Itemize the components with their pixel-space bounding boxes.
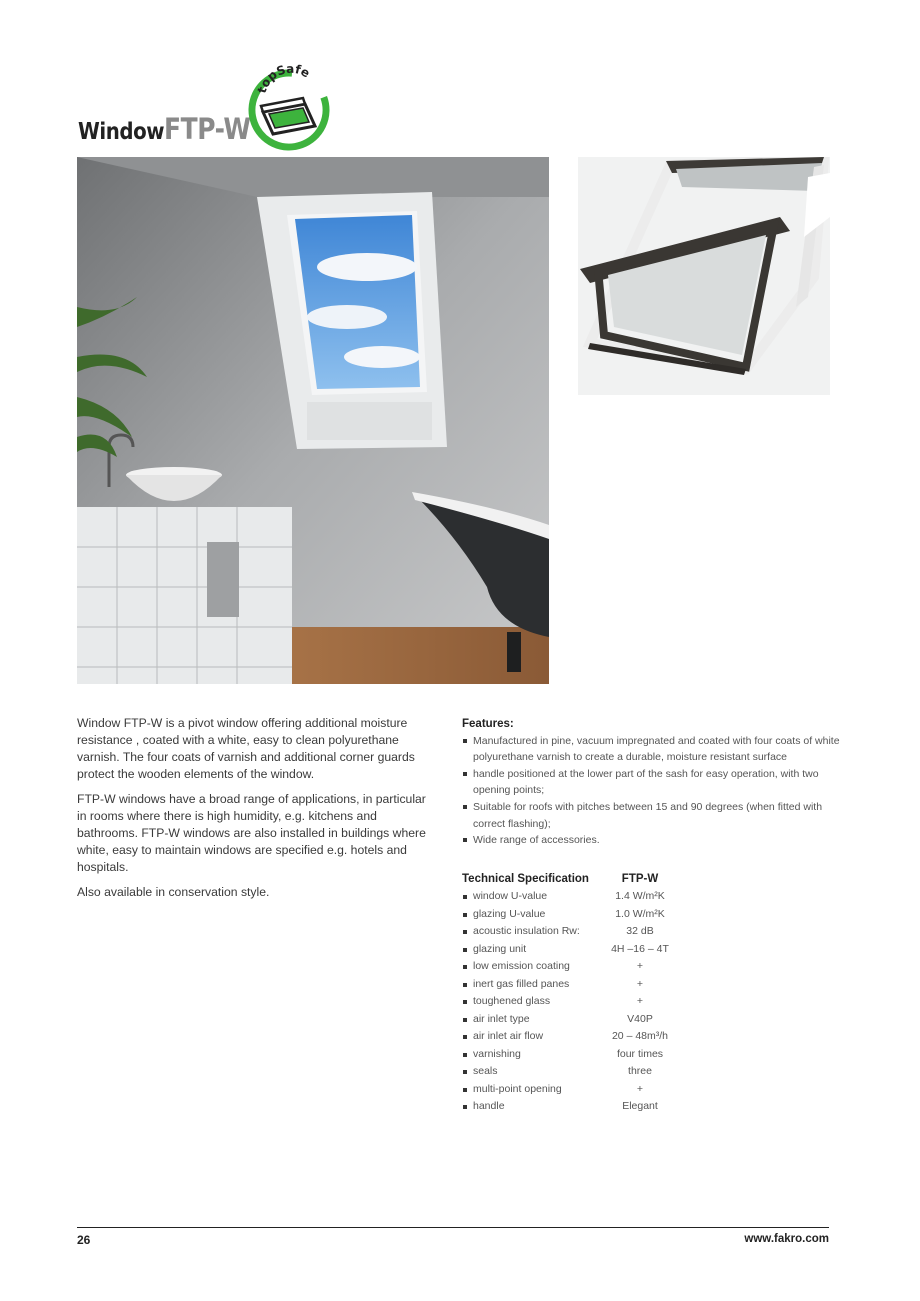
spec-model: FTP-W — [621, 872, 659, 885]
badge-text: topSafe — [254, 62, 313, 95]
spec-label: window U-value — [462, 890, 598, 902]
description-paragraph: Window FTP-W is a pivot window offering additional moisture resistance , coated with a white, easy to clean polyurethane varnish. The four coats of varnish and additional corner guards protect the wooden elements of the window. — [77, 716, 415, 781]
spec-label: acoustic insulation Rw: — [462, 925, 598, 937]
spec-row — [462, 888, 722, 906]
spec-row — [462, 975, 722, 993]
spec-label: air inlet type — [462, 1013, 598, 1025]
bathroom-photo — [77, 157, 549, 684]
feature-item: Wide range of accessories. — [462, 832, 842, 849]
spec-row — [462, 923, 722, 941]
spec-value: three — [628, 1065, 652, 1078]
spec-row — [462, 1080, 722, 1098]
description-paragraph: FTP-W windows have a broad range of applications, in particular in rooms where there is high humidity, e.g. kitchens and bathrooms. FTP-W windows are also installed in buildings where white, easy to maintain windows are specified e.g. hotels and hospitals. — [77, 792, 426, 874]
spec-value: + — [636, 960, 644, 973]
spec-row — [462, 1010, 722, 1028]
spec-value: 32 dB — [626, 925, 654, 938]
features-section — [462, 716, 842, 849]
spec-row — [462, 993, 722, 1011]
spec-label: multi-point opening — [462, 1083, 598, 1095]
footer-divider — [77, 1227, 829, 1228]
spec-value: + — [636, 977, 644, 990]
feature-item: Suitable for roofs with pitches between 15 and 90 degrees (when fitted with correct flashing); — [462, 799, 842, 832]
spec-value: + — [636, 995, 644, 1008]
website-link[interactable]: www.fakro.com — [744, 1233, 829, 1245]
spec-label: toughened glass — [462, 995, 598, 1007]
feature-item: Manufactured in pine, vacuum impregnated and coated with four coats of white polyurethane varnish to create a durable, moisture resistant surface — [462, 733, 842, 766]
spec-row — [462, 940, 722, 958]
spec-label: air inlet air flow — [462, 1030, 598, 1042]
spec-label: inert gas filled panes — [462, 978, 598, 990]
features-list — [462, 733, 842, 849]
spec-value: 1.4 W/m²K — [615, 890, 665, 903]
spec-row — [462, 958, 722, 976]
spec-value: V40P — [627, 1012, 653, 1025]
window-product-photo — [578, 157, 830, 395]
topsafe-badge-icon — [243, 62, 335, 154]
title-model: FTP-W — [164, 112, 251, 146]
spec-label: seals — [462, 1065, 598, 1077]
page-number: 26 — [77, 1233, 91, 1247]
spec-row — [462, 905, 722, 923]
page-title — [78, 112, 265, 152]
spec-value: 20 – 48m³/h — [611, 1030, 669, 1043]
spec-row — [462, 1028, 722, 1046]
spec-label: low emission coating — [462, 960, 598, 972]
spec-value: + — [636, 1082, 644, 1095]
technical-specification — [462, 870, 722, 1115]
spec-row — [462, 1098, 722, 1116]
title-word: Window — [78, 119, 165, 145]
spec-heading: Technical Specification — [462, 872, 589, 885]
spec-header-row — [462, 870, 722, 888]
spec-value: Elegant — [622, 1100, 658, 1113]
spec-value: 4H –16 – 4T — [611, 942, 669, 955]
description — [77, 715, 437, 909]
spec-value: four times — [616, 1047, 664, 1060]
description-paragraph: Also available in conservation style. — [77, 885, 270, 899]
spec-value: 1.0 W/m²K — [615, 907, 665, 920]
spec-row — [462, 1063, 722, 1081]
features-heading: Features: — [462, 718, 514, 730]
spec-label: glazing unit — [462, 943, 598, 955]
feature-item: handle positioned at the lower part of the sash for easy operation, with two opening points; — [462, 766, 842, 799]
spec-label: handle — [462, 1100, 598, 1112]
spec-label: glazing U-value — [462, 908, 598, 920]
spec-label: varnishing — [462, 1048, 598, 1060]
spec-row — [462, 1045, 722, 1063]
